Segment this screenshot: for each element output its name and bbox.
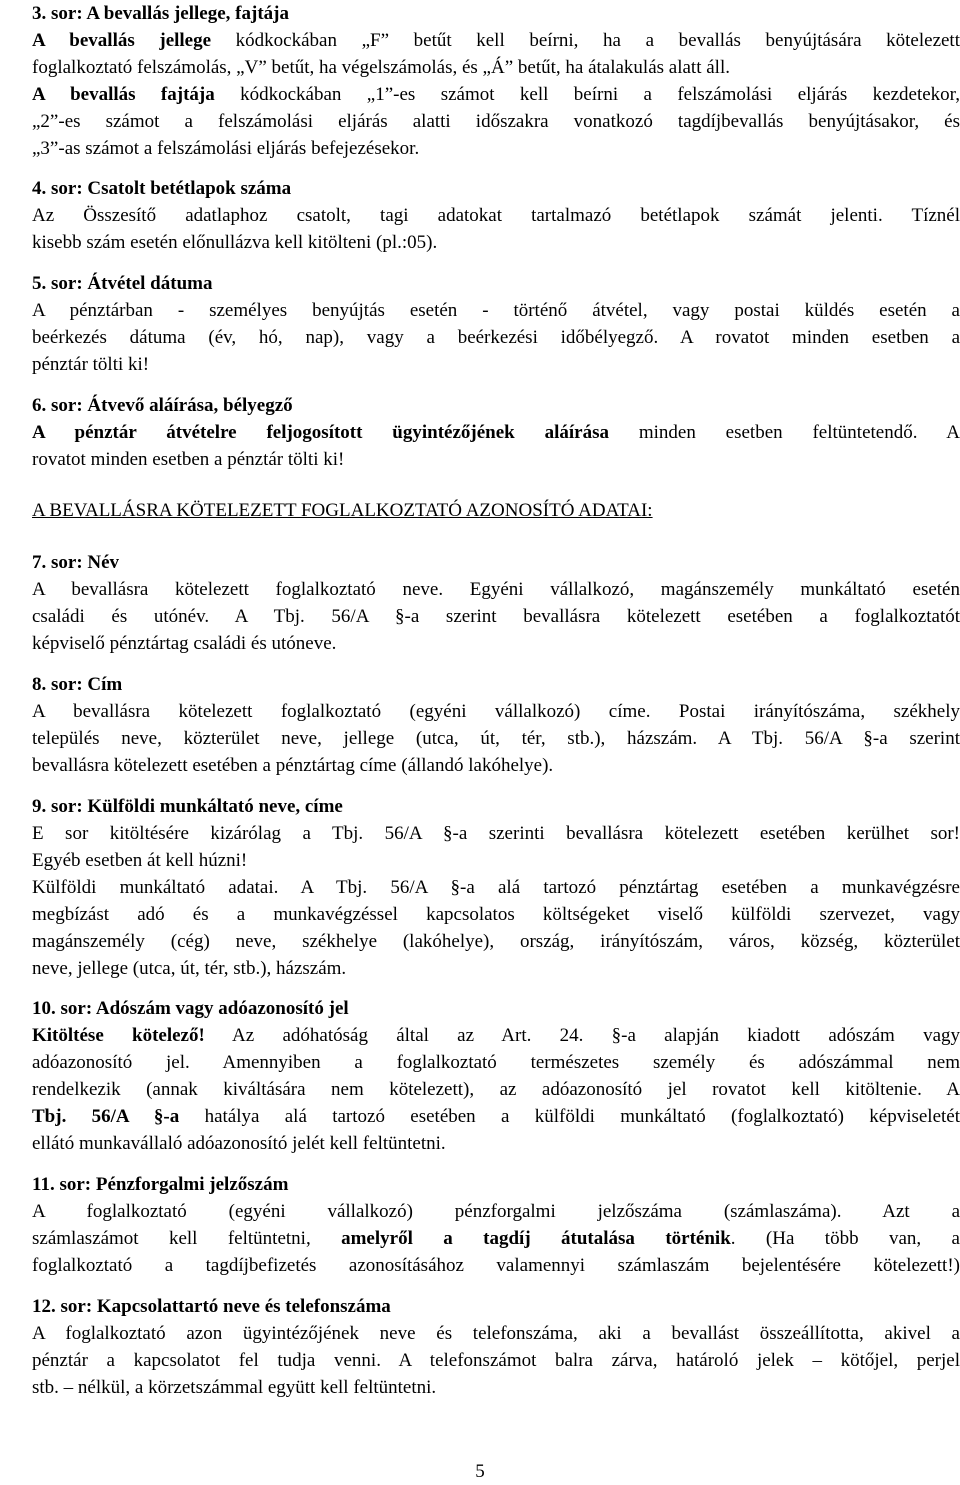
text-run: Az adóhatóság által az Art. 24. §-a alapján kiadott adószám vagy bbox=[204, 1025, 960, 1046]
body-text-line bbox=[32, 928, 960, 955]
bold-text: A pénztár átvételre feljogosított ügyintézőjének aláírása bbox=[32, 422, 609, 443]
body-text-line bbox=[32, 1198, 960, 1225]
bold-text: 11. sor: Pénzforgalmi jelzőszám bbox=[32, 1174, 289, 1195]
text-run: hatálya alá tartozó esetében a külföldi munkáltató (foglalkoztató) képviseletét bbox=[179, 1106, 960, 1127]
body-text-line bbox=[32, 1130, 960, 1157]
bold-text: 5. sor: Átvétel dátuma bbox=[32, 273, 213, 294]
text-run: „3”-as számot a felszámolási eljárás befejezésekor. bbox=[32, 138, 420, 159]
body-text-line bbox=[32, 847, 960, 874]
text-run: A bevallásra kötelezett foglalkoztató neve. Egyéni vállalkozó, magánszemély munkáltató esetén bbox=[32, 579, 960, 600]
body-text-line bbox=[32, 297, 960, 324]
text-run: rendelkezik (annak kiváltására nem kötelezett), az adóazonosító jel rovatot kell kitöltenie. A bbox=[32, 1079, 960, 1100]
section-heading-12 bbox=[32, 1293, 960, 1320]
body-text-line bbox=[32, 1049, 960, 1076]
text-run: A bevallásra kötelezett foglalkoztató (egyéni vállalkozó) címe. Postai irányítószáma, székhely bbox=[32, 701, 960, 722]
bold-text: 8. sor: Cím bbox=[32, 674, 123, 695]
section-heading-11 bbox=[32, 1171, 960, 1198]
section-heading-3 bbox=[32, 0, 960, 27]
body-text-line bbox=[32, 752, 960, 779]
text-run: magánszemély (cég) neve, székhelye (lakóhelye), ország, irányítószám, város, község, közterület bbox=[32, 931, 960, 952]
body-text-line bbox=[32, 81, 960, 108]
bold-text: Tbj. 56/A §-a bbox=[32, 1106, 180, 1127]
body-text-line bbox=[32, 955, 960, 982]
bold-text: 3. sor: A bevallás jellege, fajtája bbox=[32, 3, 289, 24]
body-text-line bbox=[32, 202, 960, 229]
body-text-line bbox=[32, 1252, 960, 1279]
body-text-line bbox=[32, 901, 960, 928]
text-run: kódkockában „F” betűt kell beírni, ha a bevallás benyújtására kötelezett bbox=[211, 30, 960, 51]
body-text-line bbox=[32, 630, 960, 657]
body-text-line bbox=[32, 324, 960, 351]
text-run: képviselő pénztártag családi és utóneve. bbox=[32, 633, 337, 654]
bold-text: 4. sor: Csatolt betétlapok száma bbox=[32, 178, 292, 199]
text-run: Az Összesítő adatlaphoz csatolt, tagi adatokat tartalmazó betétlapok számát jelenti. Tíznél bbox=[32, 205, 960, 226]
underlined-text: A BEVALLÁSRA KÖTELEZETT FOGLALKOZTATÓ AZONOSÍTÓ ADATAI: bbox=[32, 500, 653, 521]
text-run: bevallásra kötelezett esetében a pénztártag címe (állandó lakóhelye). bbox=[32, 755, 554, 776]
text-run: kisebb szám esetén előnullázva kell kitölteni (pl.:05). bbox=[32, 232, 438, 253]
section-heading-6 bbox=[32, 392, 960, 419]
section-heading-7 bbox=[32, 549, 960, 576]
text-run: neve, jellege (utca, út, tér, stb.), házszám. bbox=[32, 958, 347, 979]
body-text-line bbox=[32, 1103, 960, 1130]
section-heading-8 bbox=[32, 671, 960, 698]
body-text-line bbox=[32, 419, 960, 446]
body-text-line bbox=[32, 820, 960, 847]
body-text-line bbox=[32, 725, 960, 752]
bold-text: 9. sor: Külföldi munkáltató neve, címe bbox=[32, 796, 343, 817]
bold-text: Kitöltése kötelező! bbox=[32, 1025, 205, 1046]
body-text-line bbox=[32, 874, 960, 901]
text-run: A pénztárban - személyes benyújtás esetén - történő átvétel, vagy postai küldés esetén a bbox=[32, 300, 960, 321]
text-run: A foglalkoztató azon ügyintézőjének neve és telefonszáma, aki a bevallást összeállította, akivel a bbox=[32, 1323, 960, 1344]
text-run: családi és utónév. A Tbj. 56/A §-a szerint bevallásra kötelezett esetében a foglalkoztatót bbox=[32, 606, 960, 627]
page-number: 5 bbox=[475, 1461, 485, 1482]
body-text-line bbox=[32, 1320, 960, 1347]
bold-text: A bevallás jellege bbox=[32, 30, 212, 51]
body-text-line bbox=[32, 1347, 960, 1374]
text-run: E sor kitöltésére kizárólag a Tbj. 56/A §-a szerinti bevallásra kötelezett esetében kerülhet sor! bbox=[32, 823, 960, 844]
body-text-line bbox=[32, 351, 960, 378]
main-heading-employer-data bbox=[32, 497, 960, 524]
text-run: pénztár tölti ki! bbox=[32, 354, 150, 375]
body-text-line bbox=[32, 135, 960, 162]
text-run: beérkezés dátuma (év, hó, nap), vagy a beérkezési időbélyegző. A rovatot minden esetben a bbox=[32, 327, 960, 348]
section-heading-9 bbox=[32, 793, 960, 820]
body-text-line bbox=[32, 54, 960, 81]
text-run: számlaszámot kell feltüntetni, bbox=[32, 1228, 342, 1249]
body-text-line bbox=[32, 1374, 960, 1401]
bold-text: 6. sor: Átvevő aláírása, bélyegző bbox=[32, 395, 293, 416]
bold-text: A bevallás fajtája bbox=[32, 84, 215, 105]
body-text-line bbox=[32, 603, 960, 630]
body-text-line bbox=[32, 229, 960, 256]
section-heading-5 bbox=[32, 270, 960, 297]
text-run: A foglalkoztató (egyéni vállalkozó) pénzforgalmi jelzőszáma (számlaszáma). Azt a bbox=[32, 1201, 960, 1222]
body-text-line bbox=[32, 27, 960, 54]
bold-text: amelyről a tagdíj átutalása történik bbox=[341, 1228, 731, 1249]
body-text-line bbox=[32, 576, 960, 603]
text-run: Külföldi munkáltató adatai. A Tbj. 56/A §-a alá tartozó pénztártag esetében a munkavégzésre bbox=[32, 877, 960, 898]
text-run: megbízást adó és a munkavégzéssel kapcsolatos költségeket viselő külföldi szervezet, vagy bbox=[32, 904, 960, 925]
body-text-line bbox=[32, 1022, 960, 1049]
section-heading-4 bbox=[32, 175, 960, 202]
text-run: rovatot minden esetben a pénztár tölti ki! bbox=[32, 449, 345, 470]
body-text-line bbox=[32, 108, 960, 135]
text-run: kódkockában „1”-es számot kell beírni a felszámolási eljárás kezdetekor, bbox=[214, 84, 960, 105]
text-run: . (Ha több van, a bbox=[730, 1228, 960, 1249]
bold-text: 10. sor: Adószám vagy adóazonosító jel bbox=[32, 998, 349, 1019]
text-run: ellátó munkavállaló adóazonosító jelét kell feltüntetni. bbox=[32, 1133, 446, 1154]
body-text-line bbox=[32, 446, 960, 473]
text-run: foglalkoztató felszámolás, „V” betűt, ha végelszámolás, és „Á” betűt, ha átalakulás alatt áll. bbox=[32, 57, 730, 78]
body-text-line bbox=[32, 1225, 960, 1252]
bold-text: 12. sor: Kapcsolattartó neve és telefonszáma bbox=[32, 1296, 391, 1317]
text-run: minden esetben feltüntetendő. A bbox=[608, 422, 960, 443]
body-text-line bbox=[32, 1076, 960, 1103]
bold-text: 7. sor: Név bbox=[32, 552, 120, 573]
text-run: település neve, közterület neve, jellege (utca, út, tér, stb.), házszám. A Tbj. 56/A §-a szerint bbox=[32, 728, 960, 749]
text-run: „2”-es számot a felszámolási eljárás alatti időszakra vonatkozó tagdíjbevallás benyújtásakor, és bbox=[32, 111, 960, 132]
text-run: pénztár a kapcsolatot fel tudja venni. A telefonszámot balra zárva, határoló jelek – kötőjel, perjel bbox=[32, 1350, 960, 1371]
section-heading-10 bbox=[32, 995, 960, 1022]
text-run: Egyéb esetben át kell húzni! bbox=[32, 850, 248, 871]
body-text-line bbox=[32, 698, 960, 725]
text-run: stb. – nélkül, a körzetszámmal együtt kell feltüntetni. bbox=[32, 1377, 437, 1398]
text-run: adóazonosító jel. Amennyiben a foglalkoztató természetes személy és adószámmal nem bbox=[32, 1052, 960, 1073]
text-run: foglalkoztató a tagdíjbefizetés azonosításához valamennyi számlaszám bejelentésére kötelezett!) bbox=[32, 1255, 960, 1276]
